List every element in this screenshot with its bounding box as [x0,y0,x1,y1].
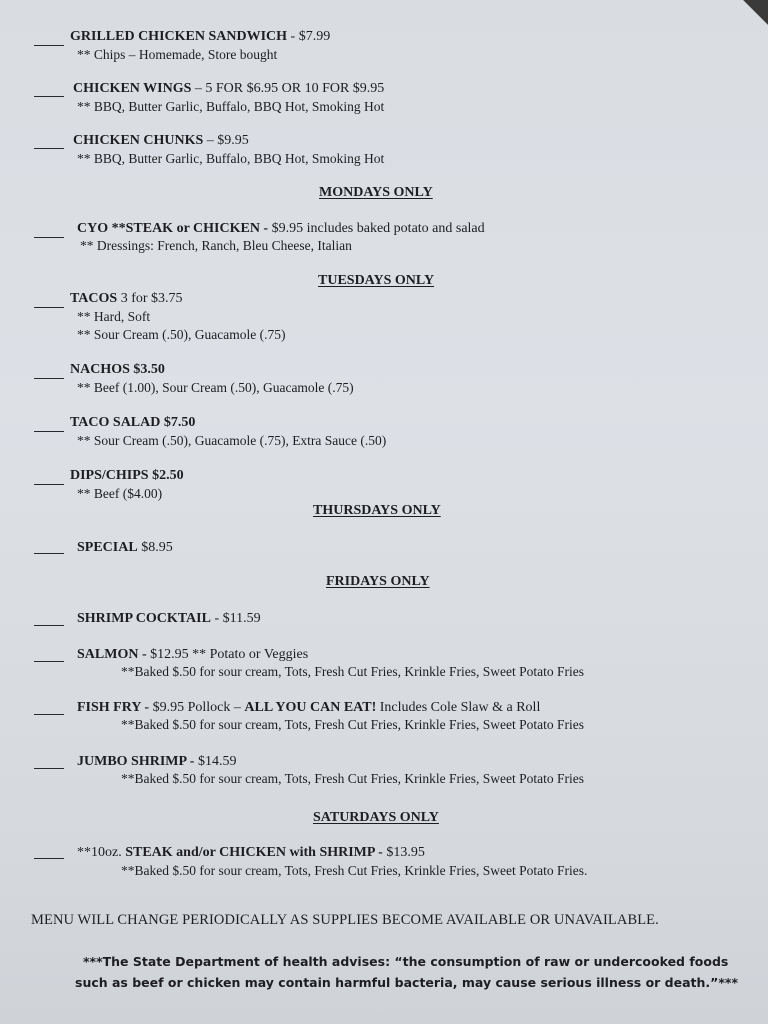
order-blank[interactable] [34,484,64,485]
section-heading-tuesdays: TUESDAYS ONLY [318,273,435,288]
order-blank[interactable] [34,45,64,46]
item-name: TACO SALAD $7.50 [70,415,196,430]
item-options: ** Dressings: French, Ranch, Bleu Cheese, Italian [80,238,352,253]
order-blank[interactable] [34,625,64,626]
order-blank[interactable] [34,307,64,308]
menu-item-title [77,539,173,556]
item-options: ** Sour Cream (.50), Guacamole (.75) [77,327,286,342]
item-name: CHICKEN CHUNKS [73,133,204,148]
item-options: **Baked $.50 for sour cream, Tots, Fresh Cut Fries, Krinkle Fries, Sweet Potato Fries [121,664,585,679]
menu-item-title [77,753,236,770]
item-name: JUMBO SHRIMP - [77,754,195,769]
item-options: ** Chips – Homemade, Store bought [77,47,278,62]
section-heading-thursdays: THURSDAYS ONLY [313,503,441,518]
item-price: 3 for $3.75 [117,291,183,306]
item-name: GRILLED CHICKEN SANDWICH [70,29,288,44]
item-price: - $11.59 [210,611,261,626]
item-options: ** BBQ, Butter Garlic, Buffalo, BBQ Hot, Smoking Hot [77,99,385,114]
order-blank[interactable] [34,714,64,715]
menu-item-title [73,132,249,149]
menu-change-notice: MENU WILL CHANGE PERIODICALLY AS SUPPLIES BECOME AVAILABLE OR UNAVAILABLE. [31,912,659,928]
item-price: $9.95 includes baked potato and salad [268,221,485,236]
item-options: ** Beef ($4.00) [77,486,163,501]
menu-item-title [70,290,183,307]
section-heading-fridays: FRIDAYS ONLY [326,574,430,589]
order-blank[interactable] [34,858,64,859]
item-price: $9.95 Pollock – [149,700,245,715]
item-options: ** Hard, Soft [77,309,151,324]
menu-item-title [77,699,540,716]
item-price: - $7.99 [287,29,331,44]
item-options: **Baked $.50 for sour cream, Tots, Fresh Cut Fries, Krinkle Fries, Sweet Potato Fries [121,771,585,786]
item-prefix: **10oz. [77,845,126,860]
item-options: ** Sour Cream (.50), Guacamole (.75), Extra Sauce (.50) [77,433,387,448]
item-price: $14.59 [194,754,237,769]
menu-item-title [77,646,308,663]
order-blank[interactable] [34,237,64,238]
item-name: NACHOS $3.50 [70,362,165,377]
menu-item-title [77,220,485,237]
health-warning-line-2: such as beef or chicken may contain harmful bacteria, may cause serious illness or death.”*** [75,975,738,990]
item-price: $8.95 [137,540,173,555]
item-options: ** BBQ, Butter Garlic, Buffalo, BBQ Hot, Smoking Hot [77,151,385,166]
health-warning-line-1: ***The State Department of health advises: “the consumption of raw or undercooked foods [83,954,729,969]
section-heading-saturdays: SATURDAYS ONLY [313,810,439,825]
order-blank[interactable] [34,148,64,149]
order-blank[interactable] [34,96,64,97]
order-blank[interactable] [34,378,64,379]
item-name: STEAK and/or CHICKEN with SHRIMP - [125,845,383,860]
order-blank[interactable] [34,768,64,769]
order-blank[interactable] [34,431,64,432]
item-name: TACOS [70,291,118,306]
menu-item-title [77,844,425,861]
order-blank[interactable] [34,553,64,554]
order-blank[interactable] [34,661,64,662]
section-heading-mondays: MONDAYS ONLY [319,185,433,200]
item-name: DIPS/CHIPS $2.50 [70,468,184,483]
menu-item-title [70,28,330,45]
item-name: SPECIAL [77,540,138,555]
item-options: **Baked $.50 for sour cream, Tots, Fresh Cut Fries, Krinkle Fries, Sweet Potato Fries. [121,863,588,878]
item-name: CHICKEN WINGS [73,81,192,96]
item-options: ** Beef (1.00), Sour Cream (.50), Guacamole (.75) [77,380,354,395]
item-name: FISH FRY - [77,700,150,715]
menu-item-title [77,610,261,627]
item-highlight: ALL YOU CAN EAT! [244,700,377,715]
item-price: $13.95 [382,845,425,860]
item-price: – $9.95 [203,133,249,148]
item-name: SHRIMP COCKTAIL [77,611,211,626]
menu-item-title [73,80,384,97]
item-price: – 5 FOR $6.95 OR 10 FOR $9.95 [191,81,385,96]
item-name: SALMON - [77,647,147,662]
item-options: **Baked $.50 for sour cream, Tots, Fresh Cut Fries, Krinkle Fries, Sweet Potato Fries [121,717,585,732]
item-name: CYO **STEAK or CHICKEN - [77,221,269,236]
item-price-extra: Includes Cole Slaw & a Roll [376,700,541,715]
item-price: $12.95 ** Potato or Veggies [146,647,309,662]
